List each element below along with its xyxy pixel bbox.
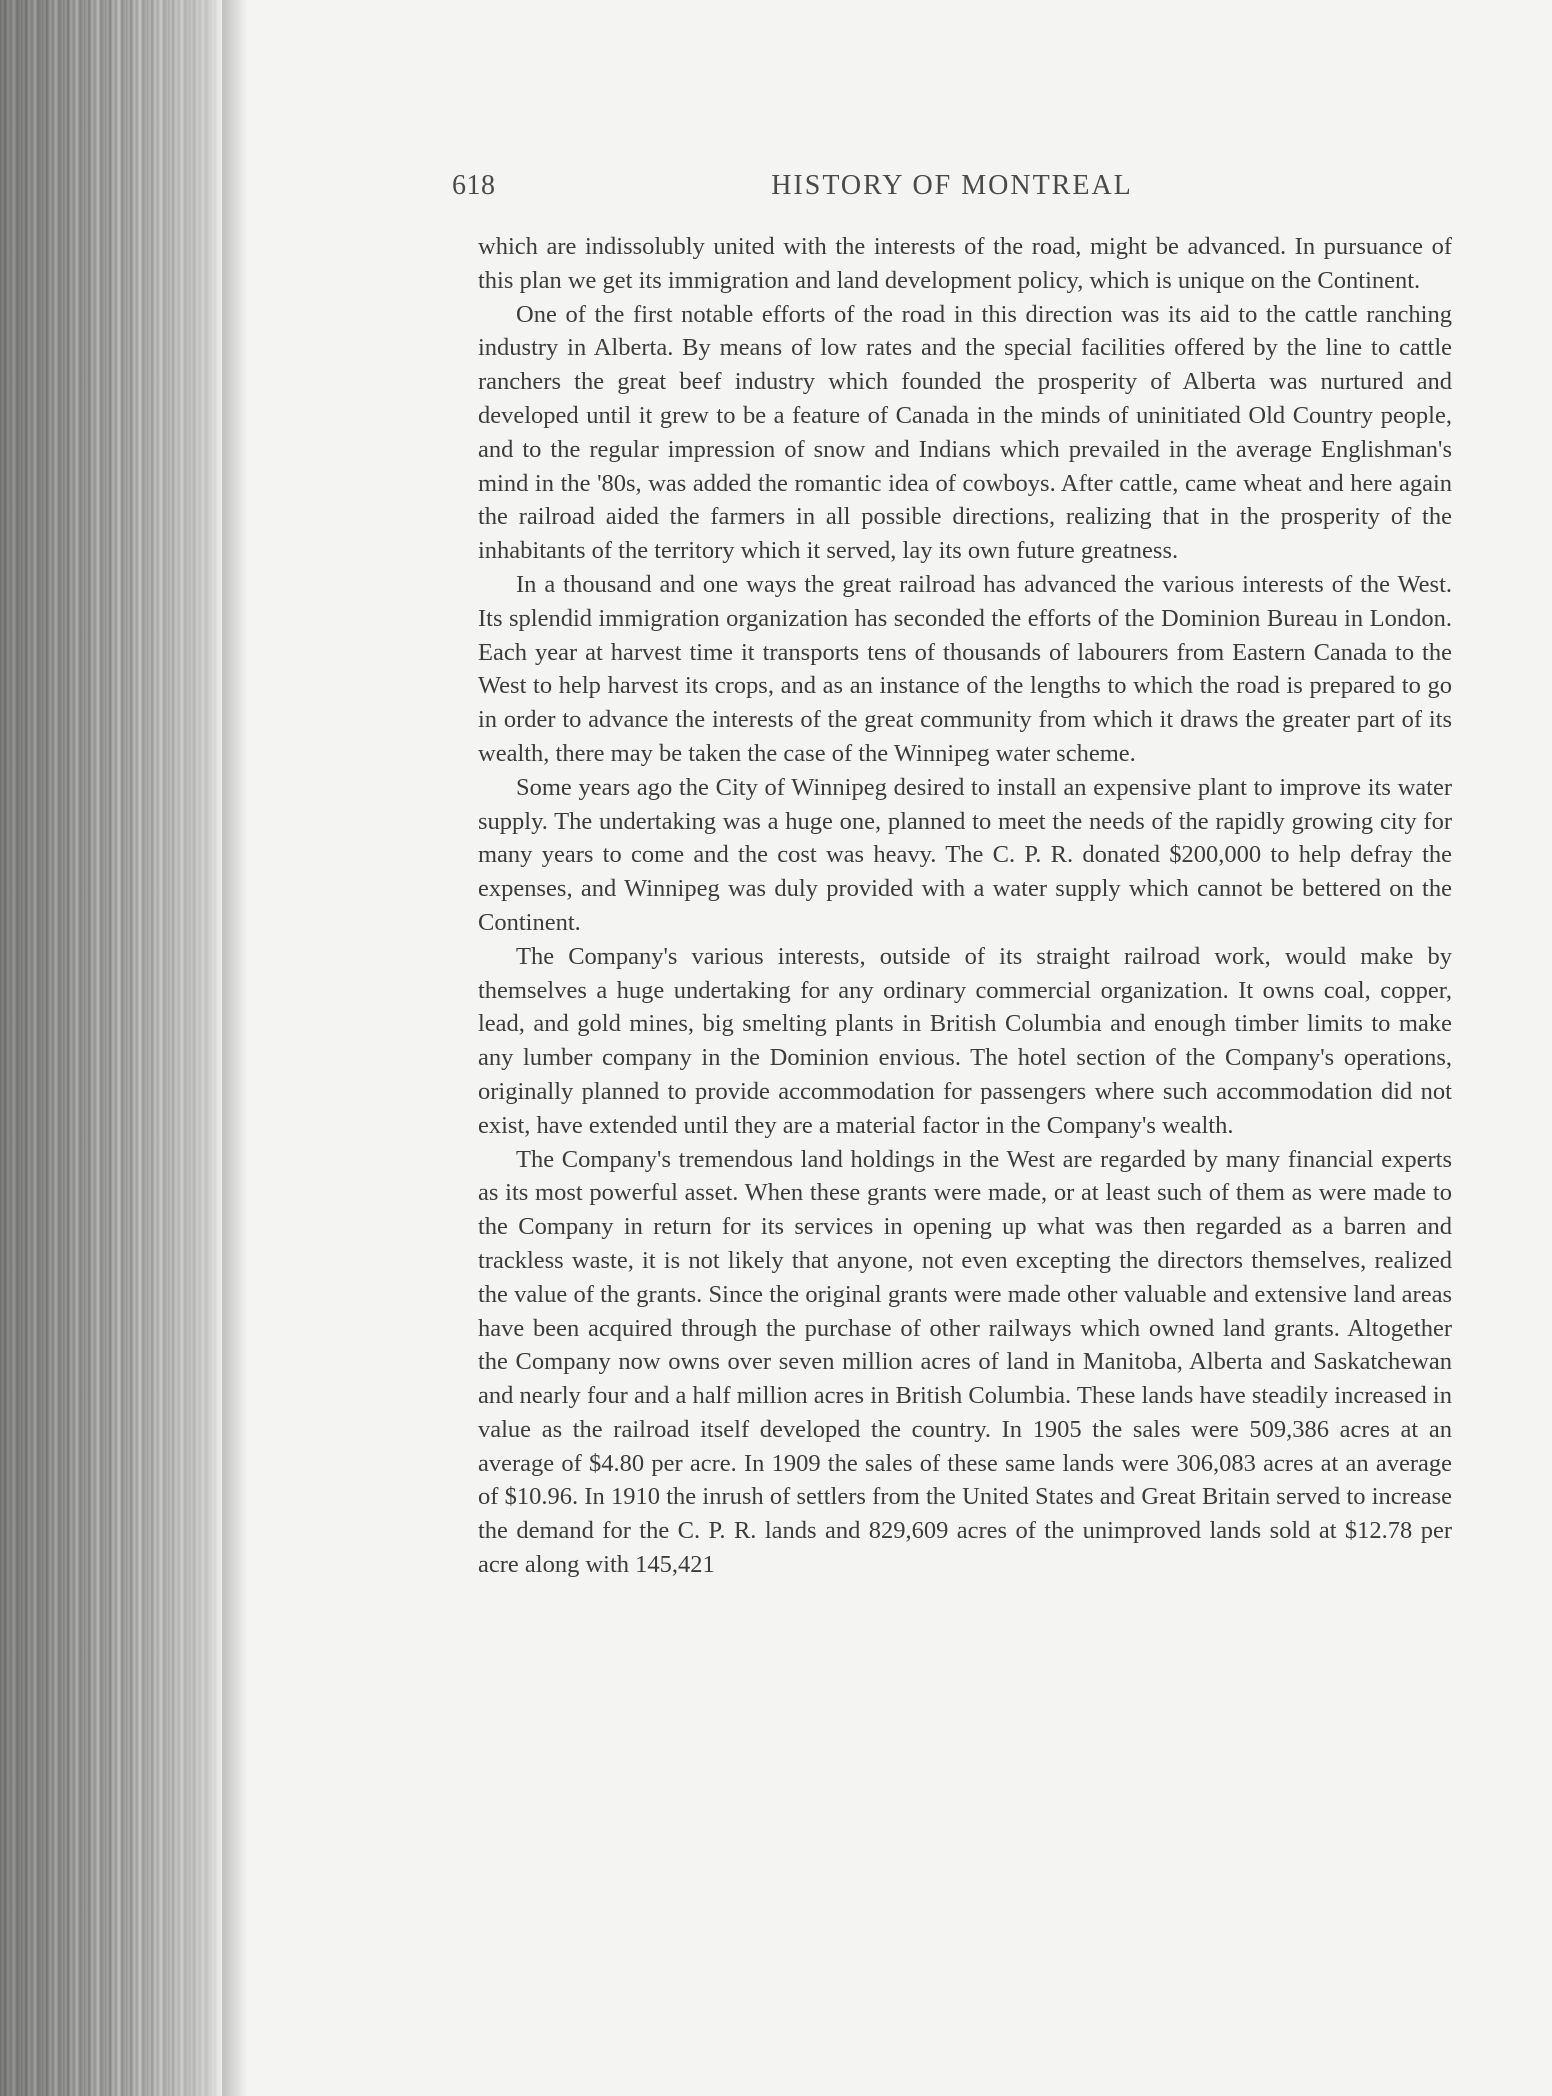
page-header [452, 170, 1452, 214]
paragraph-cattle-ranching: One of the first notable efforts of the road in this direction was its aid to the cattle ranching industry in Alberta. By means of low rates and the special facilities offered by the line to cattle ranchers the great beef industry which founded the prosperity of Alberta was nurtured and developed until it grew to be a feature of Canada in the minds of uninitiated Old Country people, and to the regular impression of snow and Indians which prevailed in the average Englishman's mind in the '80s, was added the romantic idea of cowboys. After cattle, came wheat and here again the railroad aided the farmers in all possible directions, realizing that in the prosperity of the inhabitants of the territory which it served, lay its own future greatness. [478, 300, 1452, 565]
body-text [478, 230, 1452, 1582]
page-number: 618 [452, 170, 496, 201]
paragraph-land-holdings: The Company's tremendous land holdings in the West are regarded by many financial experts as its most powerful asset. When these grants were made, or at least such of them as were made to the Company in return for its services in opening up what was then regarded as a barren and trackless waste, it is not likely that anyone, not even excepting the directors themselves, realized the value of the grants. Since the original grants were made other valuable and extensive land areas have been acquired through the purchase of other railways which owned land grants. Altogether the Company now owns over seven million acres of land in Manitoba, Alberta and Saskatchewan and nearly four and a half million acres in British Columbia. These lands have steadily increased in value as the railroad itself developed the country. In 1905 the sales were 509,386 acres at an average of $4.80 per acre. In 1909 the sales of these same lands were 306,083 acres at an average of $10.96. In 1910 the inrush of settlers from the United States and Great Britain served to increase the demand for the C. P. R. lands and 829,609 acres of the unimproved lands sold at $12.78 per acre along with 145,421 [478, 1145, 1452, 1579]
paragraph-winnipeg-water: Some years ago the City of Winnipeg desired to install an expensive plant to improve its water supply. The undertaking was a huge one, planned to meet the needs of the rapidly growing city for many years to come and the cost was heavy. The C. P. R. donated $200,000 to help defray the expenses, and Winnipeg was duly provided with a water supply which cannot be bettered on the Continent. [478, 773, 1452, 936]
paragraph-continued: which are indissolubly united with the interests of the road, might be advanced. In pursuance of this plan we get its immigration and land development policy, which is unique on the Continent. [478, 233, 1452, 294]
paragraph-company-interests: The Company's various interests, outside of its straight railroad work, would make by themselves a huge undertaking for any ordinary commercial organization. It owns coal, copper, lead, and gold mines, big smelting plants in British Columbia and enough timber limits to make any lumber company in the Dominion envious. The hotel section of the Company's operations, originally planned to provide accommodation for passengers where such accommodation did not exist, have extended until they are a material factor in the Company's wealth. [478, 942, 1452, 1139]
paragraph-western-interests: In a thousand and one ways the great railroad has advanced the various interests of the West. Its splendid immigration organization has seconded the efforts of the Dominion Bureau in London. Each year at harvest time it transports tens of thousands of labourers from Eastern Canada to the West to help harvest its crops, and as an instance of the lengths to which the road is prepared to go in order to advance the interests of the great community from which it draws the greater part of its wealth, there may be taken the case of the Winnipeg water scheme. [478, 570, 1452, 767]
running-title: HISTORY OF MONTREAL [771, 170, 1133, 201]
gutter-shadow [222, 0, 248, 2096]
book-page-edges [0, 0, 222, 2096]
